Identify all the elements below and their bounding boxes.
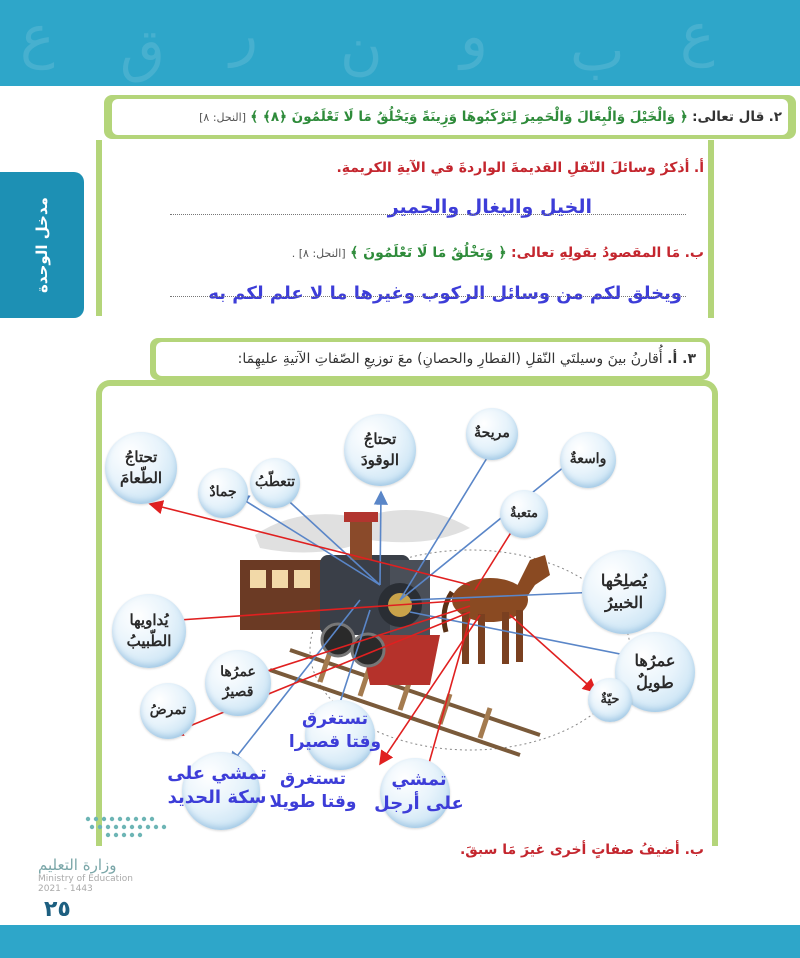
- bubble-repaired-by-expert: [582, 550, 666, 634]
- handwritten-rail-track: تمشي على سكة الحديد: [167, 763, 267, 809]
- handwritten-short-time: تستغرق وقتا قصيرا: [288, 709, 382, 752]
- bubble-text: جمادٌ: [209, 484, 237, 501]
- header-banner: ع ق ر ن و ب ع: [0, 0, 800, 86]
- bubble-text: واسعةٌ: [569, 451, 607, 468]
- bubble-short-life: [205, 650, 271, 716]
- question-2a-answer: الخيل والبغال والحمير: [387, 196, 592, 218]
- bubble-text: حيّةٌ: [600, 691, 620, 707]
- ministry-arabic: وزارة التعليم: [38, 856, 117, 874]
- question-3-prompt: أُقارنُ بينَ وسيلتَي النّقلِ (القطارِ والحصانِ) معَ توزيعِ الصّفاتِ الآتيةِ عليهِمَا:: [237, 351, 663, 367]
- question-3b: ب. أضيفُ صفاتٍ أخرى غيرَ مَا سبقَ.: [459, 842, 704, 858]
- bubble-alive: [588, 678, 632, 722]
- bubble-text: يُداويها الطّبيبُ: [126, 611, 172, 650]
- bubble-needs-fuel: [344, 414, 416, 486]
- question-2b-label: ب.: [684, 245, 704, 261]
- question-2a-label: أ.: [693, 160, 704, 176]
- bubble-tiring: [500, 490, 548, 538]
- bubble-text: تحتاجُ الوقودَ: [360, 430, 400, 469]
- question-2b-text: مَا المقصودُ بقولِهِ تعالى:: [511, 245, 681, 261]
- bubble-gets-sick: [140, 683, 196, 739]
- ministry-logo: [38, 856, 133, 894]
- bubble-treated-by-vet: [112, 594, 186, 668]
- bubble-text: عمرُها طويلٌ: [634, 650, 676, 692]
- handwritten-on-legs: تمشي على أرجل: [374, 769, 464, 815]
- bubble-text: مريحةٌ: [474, 425, 510, 442]
- side-tab-label: مدخل الوحدة: [33, 197, 51, 293]
- footer-band: [0, 925, 800, 958]
- handwritten-long-time: تستغرق وقتا طويلا: [269, 769, 357, 812]
- bubble-breaks-down: [250, 458, 300, 508]
- ministry-english: Ministry of Education: [38, 874, 133, 884]
- question-2-number: ٢.: [768, 109, 782, 125]
- ministry-year: 2021 - 1443: [38, 884, 93, 894]
- bubble-text: يُصلِحُها الخبيرُ: [600, 570, 648, 612]
- bubble-text: تتعطّبُ: [254, 474, 296, 491]
- question-2b-verse: ﴿ وَيَخْلُقُ مَا لَا تَعْلَمُونَ ﴾: [350, 245, 507, 261]
- question-2a-text: أذكرُ وسائلَ النّقلِ القديمةَ الواردةَ في الآيةِ الكريمةِ.: [336, 160, 690, 176]
- bubble-inanimate: [198, 468, 248, 518]
- ministry-dots-icon: [78, 811, 188, 841]
- question-3-number: ٣. أ.: [667, 351, 696, 367]
- bubble-needs-food: [105, 432, 177, 504]
- question-2-intro: قال تعالى:: [692, 109, 765, 125]
- bubble-comfortable: [466, 408, 518, 460]
- question-2b-ref: [النحل: ٨] .: [291, 247, 346, 260]
- question-2b-answer: ويخلق لكم من وسائل الركوب وغيرها ما لا علم لكم به: [208, 283, 682, 304]
- bubble-text: تحتاجُ الطّعامَ: [119, 448, 163, 487]
- question-2-verse: ﴿ وَالْخَيْلَ وَالْبِغَالَ وَالْحَمِيرَ لِتَرْكَبُوهَا وَزِينَةً وَيَخْلُقُ مَا لَا تَعْلَمُونَ ﴿٨﴾ ﴾: [250, 109, 688, 125]
- question-2-ref: [النحل: ٨]: [199, 111, 246, 124]
- bubble-text: متعبةٌ: [509, 505, 539, 521]
- bubble-text: تمرضُ: [149, 702, 187, 719]
- bubble-spacious: [560, 432, 616, 488]
- bubble-text: عمرُها قصيرٌ: [220, 664, 256, 700]
- page-number: ٢٥: [44, 897, 71, 922]
